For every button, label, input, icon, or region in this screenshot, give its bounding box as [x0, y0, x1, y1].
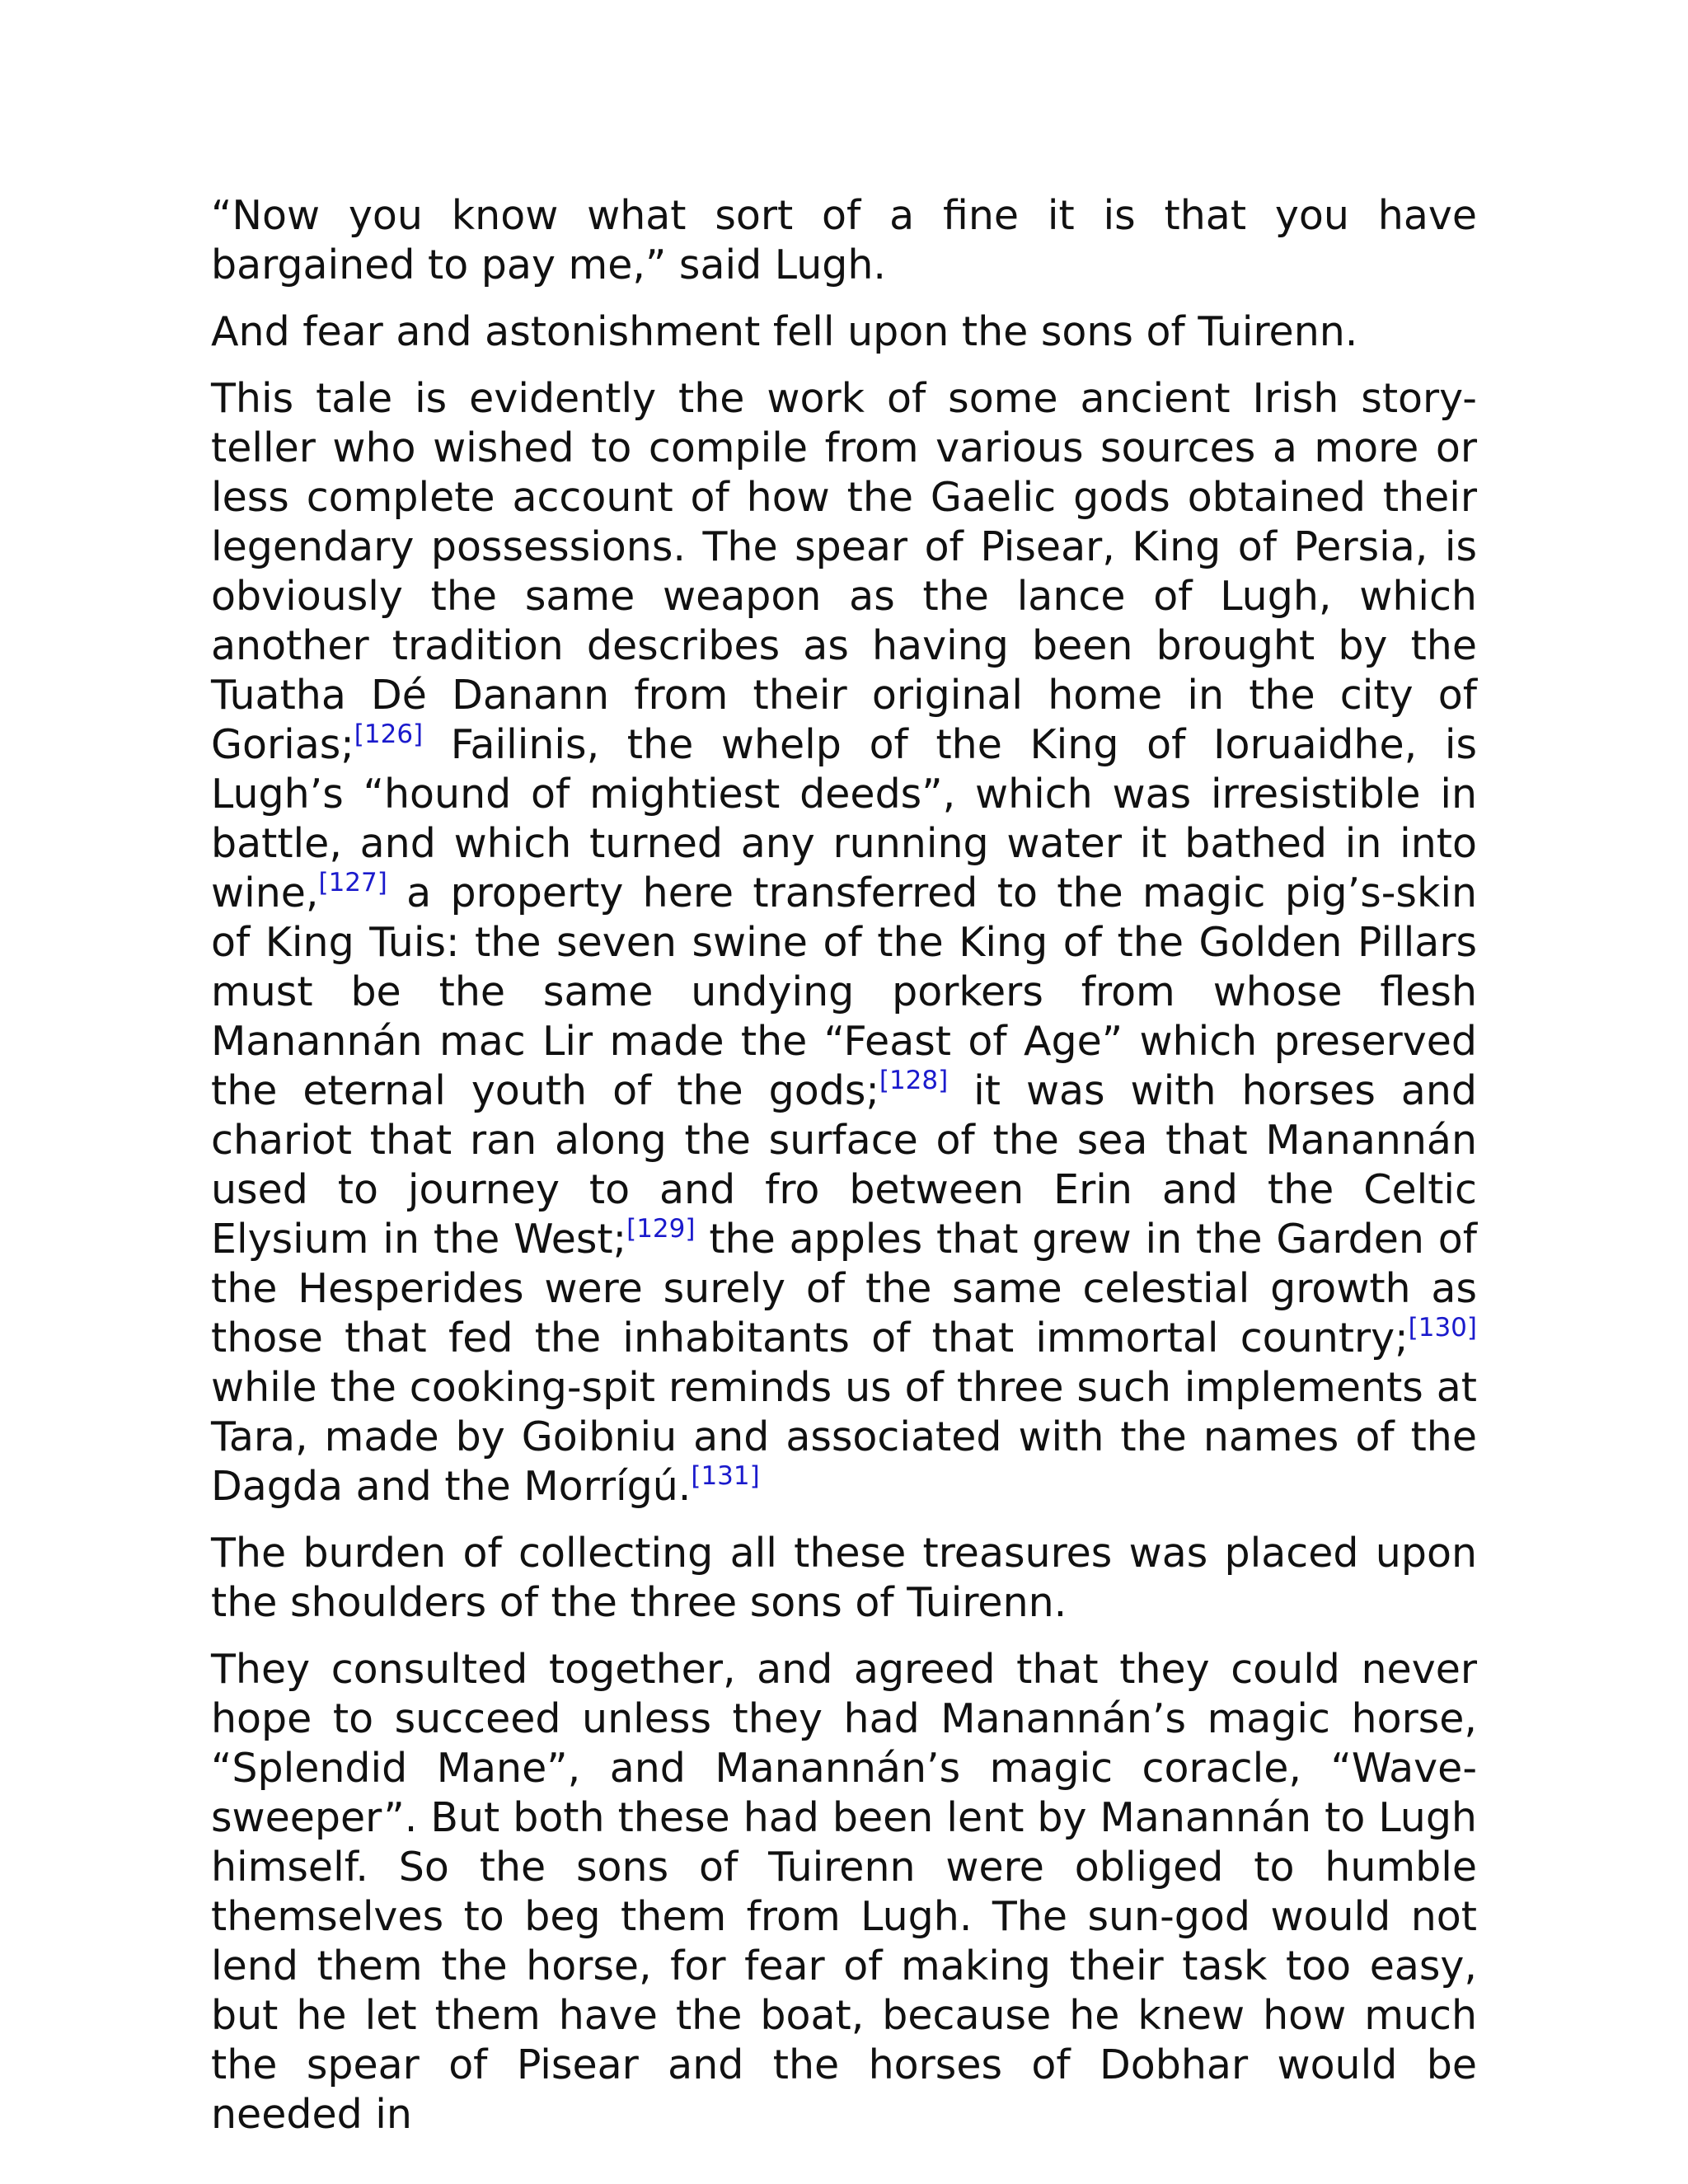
- paragraph-text: And fear and astonishment fell upon the sons of Tuirenn.: [211, 308, 1358, 355]
- paragraph-5: [211, 1645, 1477, 2139]
- paragraph-text: “Now you know what sort of a fine it is that you have bargained to pay me,” said Lugh.: [211, 192, 1477, 288]
- paragraph-text: while the cooking-spit reminds us of three such implements at Tara, made by Goibniu and associated with the names of the Dagda and the Morrígú.: [211, 1364, 1477, 1510]
- footnote-link-129[interactable]: [129]: [626, 1214, 696, 1244]
- paragraph-text: Failinis, the whelp of the King of Ioruaidhe, is Lugh’s “hound of mightiest deeds”, which was irresistible in battle, and which turned any running water it bathed in into wine,: [211, 721, 1477, 916]
- paragraph-text: The burden of collecting all these treasures was placed upon the shoulders of the three sons of Tuirenn.: [211, 1530, 1477, 1626]
- footnote-link-126[interactable]: [126]: [354, 719, 424, 749]
- paragraph-1: [211, 191, 1477, 290]
- paragraph-text: This tale is evidently the work of some ancient Irish story-teller who wished to compile from various sources a more or less complete account of how the Gaelic gods obtained their legendary possessions. The spear of Pisear, King of Persia, is obviously the same weapon as the lance of Lugh, which another tradition describes as having been brought by the Tuatha Dé Danann from their original home in the city of Gorias;: [211, 375, 1477, 768]
- paragraph-text: They consulted together, and agreed that they could never hope to succeed unless they had Manannán’s magic horse, “Splendid Mane”, and Manannán’s magic coracle, “Wave-sweeper”. But both these had been lent by Manannán to Lugh himself. So the sons of Tuirenn were obliged to humble themselves to beg them from Lugh. The sun-god would not lend them the horse, for fear of making their task too easy, but he let them have the boat, because he knew how much the spear of Pisear and the horses of Dobhar would be needed in: [211, 1646, 1477, 2138]
- paragraph-text: the apples that grew in the Garden of the Hesperides were surely of the same celestial growth as those that fed the inhabitants of that immortal country;: [211, 1216, 1477, 1361]
- paragraph-2: [211, 307, 1477, 357]
- paragraph-text: a property here transferred to the magic pig’s-skin of King Tuis: the seven swine of the King of the Golden Pillars must be the same undying porkers from whose flesh Manannán mac Lir made the “Feast of Age” which preserved the eternal youth of the gods;: [211, 869, 1477, 1114]
- paragraph-4: [211, 1529, 1477, 1628]
- footnote-link-131[interactable]: [131]: [691, 1461, 760, 1491]
- footnote-link-130[interactable]: [130]: [1408, 1313, 1477, 1343]
- paragraph-text: it was with horses and chariot that ran along the surface of the sea that Manannán used to journey to and fro between Erin and the Celtic Elysium in the West;: [211, 1067, 1477, 1263]
- footnote-link-128[interactable]: [128]: [879, 1066, 949, 1095]
- paragraph-3: [211, 374, 1477, 1511]
- document-page: [211, 191, 1477, 2157]
- footnote-link-127[interactable]: [127]: [318, 868, 387, 898]
